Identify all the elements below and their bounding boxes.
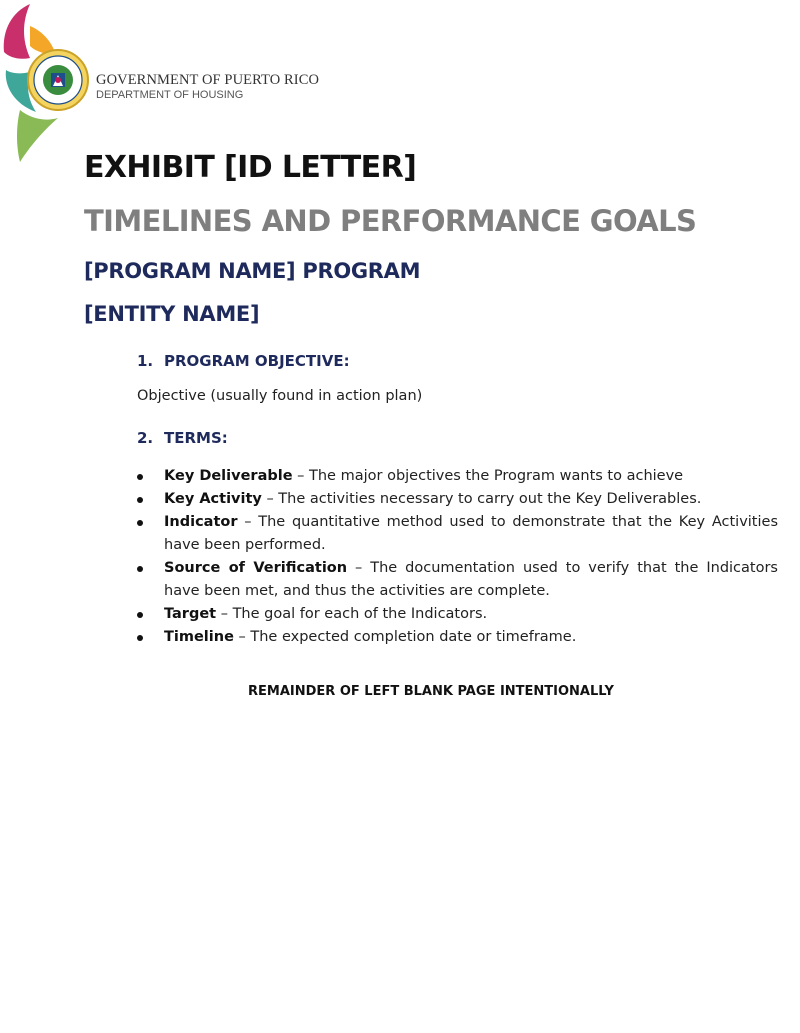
bullet-icon: [137, 612, 143, 618]
section-heading-label: PROGRAM OBJECTIVE:: [164, 352, 350, 370]
term-name: Source of Verification: [164, 560, 348, 576]
bullet-icon: [137, 566, 143, 572]
department-name: DEPARTMENT OF HOUSING: [96, 88, 244, 101]
puerto-rico-seal-icon: [28, 50, 88, 110]
section-heading-label: TERMS:: [164, 429, 228, 447]
entity-name-heading: [ENTITY NAME]: [84, 302, 260, 326]
ribbon-magenta-shape: [4, 4, 30, 59]
term-definition: – The documentation used to verify that the Indicators have been met, and thus the activities are complete.: [164, 560, 778, 599]
objective-text: Objective (usually found in action plan): [137, 388, 423, 404]
term-definition: – The expected completion date or timeframe.: [233, 629, 577, 645]
terms-list: [137, 465, 778, 649]
agency-name: GOVERNMENT OF PUERTO RICO: [96, 72, 320, 88]
term-name: Target: [164, 606, 217, 622]
term-definition: – The goal for each of the Indicators.: [216, 606, 488, 622]
list-item: [137, 488, 778, 511]
list-item: [137, 557, 778, 603]
exhibit-title: EXHIBIT [ID LETTER]: [84, 150, 417, 185]
program-name-heading: [PROGRAM NAME] PROGRAM: [84, 259, 421, 283]
term-name: Timeline: [164, 629, 234, 645]
blank-page-note: REMAINDER OF LEFT BLANK PAGE INTENTIONALLY: [248, 684, 614, 699]
term-name: Key Activity: [164, 491, 262, 507]
document-subtitle: TIMELINES AND PERFORMANCE GOALS: [84, 204, 697, 238]
logo: [0, 0, 100, 170]
ribbon-green-shape: [17, 110, 58, 162]
term-definition: – The activities necessary to carry out the Key Deliverables.: [261, 491, 702, 507]
bullet-icon: [137, 520, 143, 526]
bullet-icon: [137, 474, 143, 480]
term-definition: – The major objectives the Program wants to achieve: [292, 468, 684, 484]
bullet-icon: [137, 635, 143, 641]
term-definition: – The quantitative method used to demonstrate that the Key Activities have been performed.: [164, 514, 778, 553]
list-item: [137, 511, 778, 557]
list-item: [137, 603, 778, 626]
list-item: [137, 626, 778, 649]
section-number: 2.: [137, 429, 154, 447]
term-name: Indicator: [164, 514, 238, 530]
section-number: 1.: [137, 352, 154, 370]
bullet-icon: [137, 497, 143, 503]
section-heading-objective: [137, 352, 350, 370]
section-heading-terms: [137, 429, 228, 447]
agency-block: [96, 73, 319, 101]
list-item: [137, 465, 778, 488]
term-name: Key Deliverable: [164, 468, 293, 484]
